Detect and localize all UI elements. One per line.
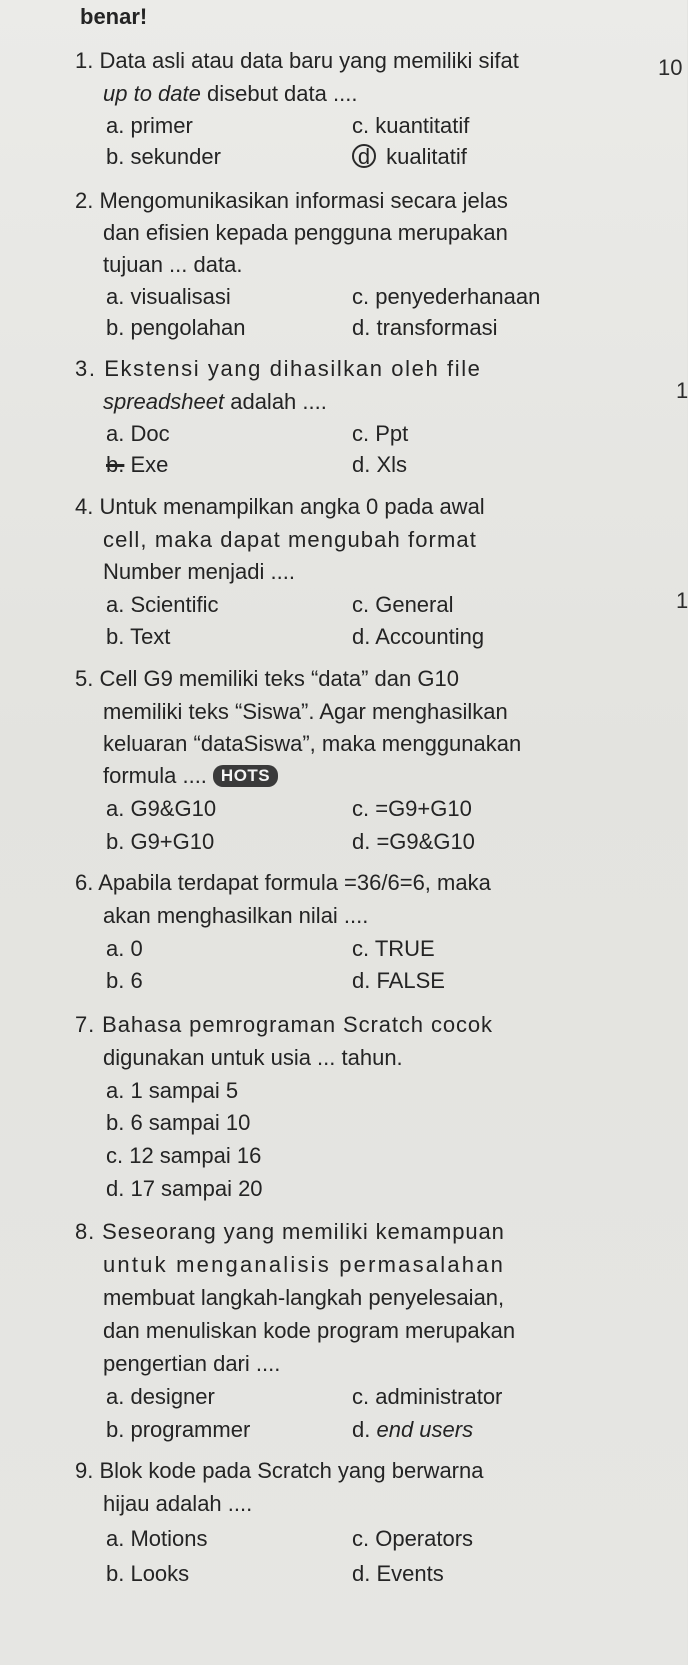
question-text: memiliki teks “Siswa”. Agar menghasilkan [103,699,508,724]
question-text: membuat langkah-langkah penyelesaian, [103,1285,505,1310]
header-fragment: benar! [80,4,148,29]
option-b: b. Text [106,624,171,649]
option-d [352,1417,473,1443]
option-c: c. 12 sampai 16 [106,1143,262,1168]
question-text: 1. Data asli atau data baru yang memiliki sifat [75,48,519,73]
question-text: dan efisien kepada pengguna merupakan [103,220,508,245]
question-text: untuk menganalisis permasalahan [103,1252,506,1277]
question-text [103,389,327,415]
option-a: a. 0 [106,936,143,961]
margin-mark: 1 [676,588,688,613]
option-c: c. TRUE [352,936,435,961]
answer-circle: d [352,144,376,168]
question-text: 5. Cell G9 memiliki teks “data” dan G10 [75,666,459,691]
option-b: b. pengolahan [106,315,246,340]
option-d: d. Accounting [352,624,485,649]
question-text: formula .... [103,763,207,788]
hots-badge: HOTS [213,765,278,787]
option-d: d. Events [352,1561,444,1586]
option-d: d. 17 sampai 20 [106,1176,263,1201]
question-text: 3. Ekstensi yang dihasilkan oleh file [75,356,482,381]
option-c: c. =G9+G10 [352,796,472,821]
option-c: c. Operators [352,1526,474,1551]
option-d: d. transformasi [352,315,498,340]
question-text: cell, maka dapat mengubah format [103,527,477,552]
option-b: b. sekunder [106,144,221,169]
question-text: Number menjadi .... [103,559,295,584]
option-d: d. FALSE [352,968,445,993]
question-text: disebut data .... [207,81,358,106]
question-text: adalah .... [230,389,327,414]
option-a: a. primer [106,113,193,138]
term-emphasis: spreadsheet [103,389,225,414]
option-letter: d. [352,1417,371,1442]
option-a: a. Doc [106,421,170,446]
option-c: c. Ppt [352,421,409,446]
question-text: 6. Apabila terdapat formula =36/6=6, maka [75,870,491,895]
option-c: c. administrator [352,1384,503,1409]
question-text: 2. Mengomunikasikan informasi secara jelas [75,188,508,213]
option-b: b. 6 sampai 10 [106,1110,251,1135]
option-a: a. Scientific [106,592,219,617]
option-b: b. Looks [106,1561,190,1586]
option-d-selected [356,144,467,170]
option-d-label: end users [376,1417,474,1442]
option-c: c. penyederhanaan [352,284,541,309]
question-text: dan menuliskan kode program merupakan [103,1318,516,1343]
option-a: a. designer [106,1384,215,1409]
margin-mark: 1 [676,378,688,403]
option-a: a. Motions [106,1526,208,1551]
question-text: keluaran “dataSiswa”, maka menggunakan [103,731,522,756]
option-c: c. General [352,592,454,617]
question-text: tujuan ... data. [103,252,243,277]
option-a: a. visualisasi [106,284,231,309]
question-text: 7. Bahasa pemrograman Scratch cocok [75,1012,493,1037]
margin-mark: 10 [658,55,683,80]
question-text: digunakan untuk usia ... tahun. [103,1045,403,1070]
question-text [103,763,278,789]
option-d-label: kualitatif [386,144,467,169]
option-c: c. kuantitatif [352,113,470,138]
question-text: akan menghasilkan nilai .... [103,903,369,928]
question-text: hijau adalah .... [103,1491,253,1516]
option-d: d. Xls [352,452,408,477]
option-b: b. G9+G10 [106,829,215,854]
question-text: 9. Blok kode pada Scratch yang berwarna [75,1458,484,1483]
option-a: a. 1 sampai 5 [106,1078,239,1103]
question-text: pengertian dari .... [103,1351,281,1376]
option-b [106,452,168,478]
option-d: d. =G9&G10 [352,829,475,854]
option-b: b. 6 [106,968,143,993]
question-text: 4. Untuk menampilkan angka 0 pada awal [75,494,485,519]
question-text: 8. Seseorang yang memiliki kemampuan [75,1219,505,1244]
crossed-out-letter: b. [106,452,125,477]
option-a: a. G9&G10 [106,796,217,821]
option-b: b. programmer [106,1417,251,1442]
question-text [103,81,357,107]
option-b-label: Exe [130,452,169,477]
term-emphasis: up to date [103,81,201,106]
